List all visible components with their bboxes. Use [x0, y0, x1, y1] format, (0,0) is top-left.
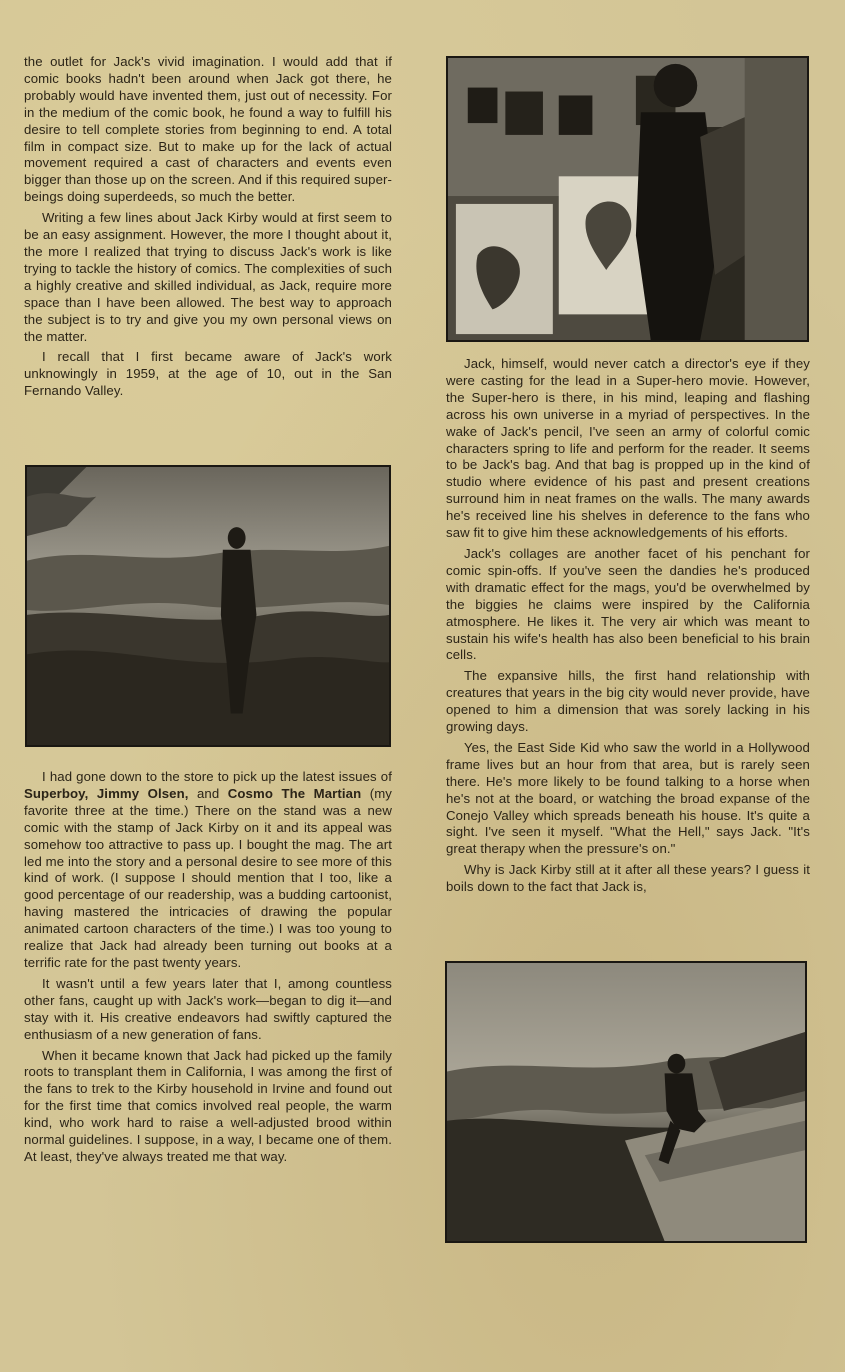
text: (my favorite three at the time.) There on the stand was a new comic with the stamp of Jack Kirby on it and its appeal was somehow too attractive to pass up. I bought the mag. The art led me into the story and a personal desire to see more of this kind of work. (I suppose I should mention that I too, like a good percentage of our readership, was a budding cartoonist, having mastered the intricacies of drawing the popular animated cartoon characters of the time.) I was too young to realize that Jack had already been turning out books at a terrific rate for the past twenty years. — [24, 785, 392, 970]
left-column-top-text — [24, 54, 392, 404]
comic-title: Jimmy Olsen, — [96, 785, 189, 801]
paragraph: Why is Jack Kirby still at it after all these years? I guess it boils down to the fact that Jack is, — [446, 862, 810, 895]
photo-man-overlooking-valley — [445, 961, 807, 1243]
comic-title: Superboy, — [24, 785, 89, 801]
paragraph: It wasn't until a few years later that I, among countless other fans, caught up with Jack's work—began to dig it—and stay with it. His creative endeavors had swiftly captured the enthusiasm of a new generation of fans. — [24, 975, 392, 1042]
text: and — [197, 785, 220, 801]
text: I had gone down to the store to pick up the latest issues of — [42, 769, 392, 784]
right-column-text — [446, 356, 810, 900]
paragraph: I recall that I first became aware of Jack's work unknowingly in 1959, at the age of 10, out in the San Fernando Valley. — [24, 349, 392, 399]
paragraph: When it became known that Jack had picked up the family roots to transplant them in California, I was among the first of the fans to trek to the Kirby household in Irvine and found out for the first time that comics involved real people, the warm kind, who work hard to raise a well-adjusted brood within normal guidelines. I suppose, in a way, I became one of them. At least, they've always treated me that way. — [24, 1047, 392, 1164]
paragraph-superboy — [24, 769, 392, 972]
studio-photo-image — [448, 58, 807, 340]
photo-man-in-studio — [446, 56, 809, 342]
left-column-bottom-text — [24, 769, 392, 1170]
comic-title: Cosmo The Martian — [227, 785, 362, 801]
valley-photo-image — [447, 963, 805, 1241]
paragraph: The expansive hills, the first hand relationship with creatures that years in the big city would never provide, have opened to him a dimension that was sorely lacking in his growing days. — [446, 668, 810, 735]
hillside-photo-image — [27, 467, 389, 745]
photo-man-on-hillside — [25, 465, 391, 747]
paragraph: the outlet for Jack's vivid imagination. I would add that if comic books hadn't been around when Jack got there, he probably would have invented them, just out of necessity. For in the medium of the comic book, he found a way to fulfill his desire to tell complete stories from beginning to end. A total film in compact size. But to make up for the lack of actual movement required a cast of characters and events even bigger than those up on the screen. And if this required super-beings doing superdeeds, so much the better. — [24, 54, 392, 205]
paragraph: Writing a few lines about Jack Kirby would at first seem to be an easy assignment. However, the more I thought about it, the more I realized that trying to discuss Jack's work is like trying to tackle the history of comics. The complexities of such a highly creative and skilled individual, as Jack, require more space than I have been allowed. The best way to approach the subject is to try and give you my own personal views on the matter. — [24, 210, 392, 344]
paragraph: Jack, himself, would never catch a director's eye if they were casting for the lead in a Super-hero movie. However, the Super-hero is there, in his mind, leaping and flashing across his own universe in a myriad of perspectives. In the wake of Jack's pencil, I've seen an army of colorful comic characters spring to life and perform for the reader. It seems to be Jack's bag. And that bag is propped up in the kind of studio where evidence of his past and present creations surround him in neat frames on the walls. The many awards he's received line his shelves in deference to the fans who saw fit to give him these acknowledgements of his efforts. — [446, 356, 810, 541]
paragraph: Jack's collages are another facet of his penchant for comic spin-offs. If you've seen the dandies he's produced with dramatic effect for the mags, you'd be overwhelmed by the biggies he claims were inspired by the California atmosphere. He likes it. The very air which was meant to sustain his wife's health has also been beneficial to his brain cells. — [446, 545, 810, 663]
paragraph: Yes, the East Side Kid who saw the world in a Hollywood frame lives but an hour from that area, but is rarely seen there. He's more likely to be found talking to a horse when he's not at the board, or watching the broad expanse of the Conejo Valley which spreads beneath his house. It's quite a sight. I've seen it myself. "What the Hell," says Jack. "It's great therapy when the pressure's on." — [446, 739, 810, 857]
